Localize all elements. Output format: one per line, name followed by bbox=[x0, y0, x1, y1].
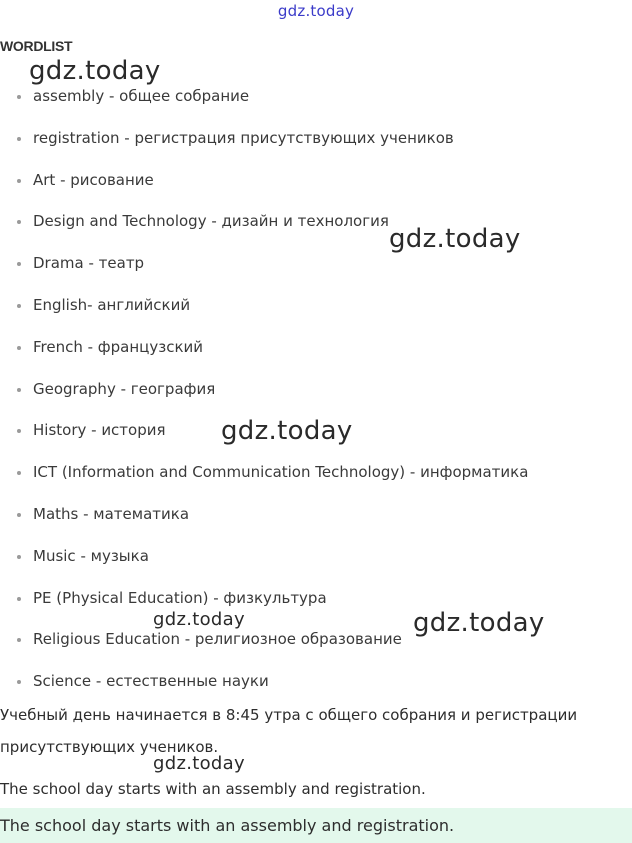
list-item-text: PE (Physical Education) - физкультура bbox=[33, 588, 327, 607]
list-item bbox=[0, 661, 528, 703]
list-item bbox=[0, 118, 528, 160]
wordlist-heading: WORDLIST bbox=[0, 38, 73, 54]
list-item bbox=[0, 536, 528, 578]
list-item bbox=[0, 285, 528, 327]
paragraph-russian-line-2: присутствующих учеников. bbox=[0, 738, 219, 756]
bullet-icon bbox=[17, 597, 21, 601]
bullet-icon bbox=[17, 220, 21, 224]
bullet-icon bbox=[17, 429, 21, 433]
list-item-text: Music - музыка bbox=[33, 546, 149, 565]
list-item-text: ICT (Information and Communication Technology) - информатика bbox=[33, 463, 529, 482]
paragraph-russian-line-1: Учебный день начинается в 8:45 утра с общего собрания и регистрации bbox=[0, 706, 578, 724]
bullet-icon bbox=[17, 262, 21, 266]
list-item-text: History - история bbox=[33, 421, 166, 440]
watermark: gdz.today bbox=[29, 56, 161, 86]
watermark: gdz.today bbox=[389, 224, 521, 254]
bullet-icon bbox=[17, 513, 21, 517]
bullet-icon bbox=[17, 346, 21, 350]
bullet-icon bbox=[17, 95, 21, 99]
list-item bbox=[0, 369, 528, 411]
list-item-text: assembly - общее собрание bbox=[33, 87, 250, 105]
bullet-icon bbox=[17, 638, 21, 642]
list-item-text: French - французский bbox=[33, 337, 204, 356]
watermark: gdz.today bbox=[413, 608, 545, 638]
bullet-icon bbox=[17, 137, 21, 141]
list-item-text: registration - регистрация присутствующих учеников bbox=[33, 128, 454, 147]
list-item-text: Drama - театр bbox=[33, 254, 145, 273]
list-item-text: Art - рисование bbox=[33, 170, 154, 189]
list-item bbox=[0, 327, 528, 369]
answer-box bbox=[0, 808, 632, 843]
paragraph-english: The school day starts with an assembly and registration. bbox=[0, 780, 426, 798]
watermark: gdz.today bbox=[153, 753, 245, 774]
list-item bbox=[0, 452, 528, 494]
bullet-icon bbox=[17, 555, 21, 559]
bullet-icon bbox=[17, 388, 21, 392]
watermark: gdz.today bbox=[221, 416, 353, 446]
bullet-icon bbox=[17, 471, 21, 475]
list-item-text: Design and Technology - дизайн и технология bbox=[33, 212, 389, 231]
bullet-icon bbox=[17, 304, 21, 308]
top-brand-link[interactable]: gdz.today bbox=[277, 2, 355, 20]
list-item-text: Geography - география bbox=[33, 379, 216, 398]
list-item bbox=[0, 160, 528, 202]
list-item-text: Maths - математика bbox=[33, 504, 190, 523]
list-item bbox=[0, 494, 528, 536]
watermark: gdz.today bbox=[153, 609, 245, 630]
list-item-text: English- английский bbox=[33, 295, 191, 314]
answer-text: The school day starts with an assembly and registration. bbox=[0, 816, 455, 835]
bullet-icon bbox=[17, 680, 21, 684]
list-item-text: Science - естественные науки bbox=[33, 672, 269, 691]
list-item-text: Religious Education - религиозное образование bbox=[33, 630, 402, 649]
bullet-icon bbox=[17, 179, 21, 183]
